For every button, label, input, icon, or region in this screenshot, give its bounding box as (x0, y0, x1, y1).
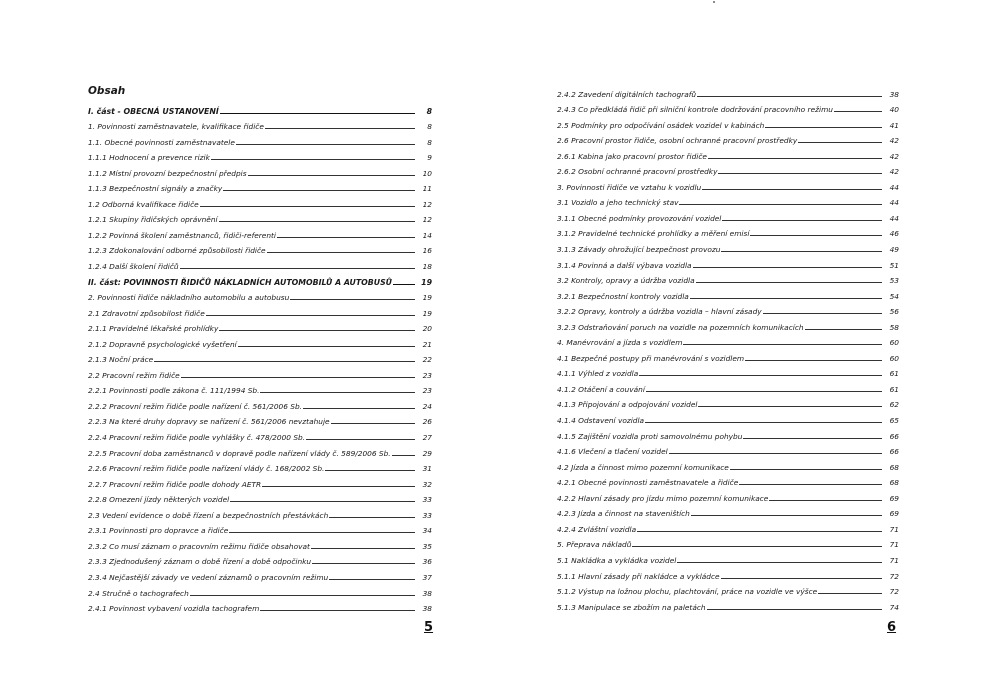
toc-leader-line (697, 96, 882, 97)
toc-entry-page: 42 (889, 136, 899, 146)
toc-leader-line (693, 267, 882, 268)
toc-entry-label: 2.2.4 Pracovní režim řidiče podle vyhlášky č. 478/2000 Sb. (88, 433, 306, 443)
toc-entry (88, 162, 432, 178)
toc-leader-line (260, 610, 415, 611)
toc-entry-label: 2.2.2 Pracovní režim řidiče podle nařízení č. 561/2006 Sb. (88, 401, 303, 411)
toc-leader-line (219, 221, 415, 222)
toc-leader-line (262, 486, 415, 487)
toc-entry-label: 5.1.1 Hlavní zásady při nakládce a vykládce (557, 571, 720, 581)
toc-leader-line (236, 144, 415, 145)
toc-entry (557, 394, 899, 410)
toc-entry-label: 1.1.2 Místní provozní bezpečnostní předpis (88, 168, 247, 178)
toc-entry (88, 582, 432, 598)
toc-entry-label: I. část - OBECNÁ USTANOVENÍ (88, 106, 219, 116)
toc-leader-line (329, 517, 415, 518)
toc-leader-line (303, 408, 415, 409)
toc-leader-line (646, 391, 882, 392)
toc-leader-line (707, 609, 882, 610)
toc-entry-label: 5.1.3 Manipulace se zbožím na paletách (557, 602, 706, 612)
toc-entry-label: 1.1.3 Bezpečnostní signály a značky (88, 184, 223, 194)
toc-entry-label: 4.2.1 Obecné povinnosti zaměstnavatele a řidiče (557, 478, 739, 488)
toc-entry (88, 364, 432, 380)
toc-entry (557, 130, 899, 146)
right-page (494, 0, 988, 700)
toc-leader-line (312, 563, 415, 564)
toc-leader-line (637, 531, 882, 532)
toc-entry-page: 53 (889, 276, 899, 286)
toc-entry-label: 3.1.1 Obecné podmínky provozování vozidel (557, 213, 722, 223)
toc-entry-label: 1.1. Obecné povinnosti zaměstnavatele (88, 137, 235, 147)
toc-entry-label: 5.1.2 Výstup na ložnou plochu, plachtování, práce na vozidle ve výšce (557, 587, 818, 597)
toc-leader-line (696, 282, 882, 283)
toc-entry-label: 3.1.2 Pravidelné technické prohlídky a měření emisí (557, 229, 750, 239)
toc-entry-label: 2.5 Podmínky pro odpočívání osádek vozidel v kabinách (557, 120, 765, 130)
toc-entry-page: 32 (422, 479, 432, 489)
toc-entry-page: 27 (422, 433, 432, 443)
toc-leader-line (290, 299, 415, 300)
toc-leader-line (230, 501, 415, 502)
toc-entry-label: 4.2.2 Hlavní zásady pro jízdu mimo pozemní komunikace (557, 493, 769, 503)
toc-entry-page: 42 (889, 167, 899, 177)
toc-entry-label: 2.2.8 Omezení jízdy některých vozidel (88, 495, 230, 505)
toc-entry (88, 287, 432, 303)
toc-entry (88, 147, 432, 163)
toc-entry (88, 566, 432, 582)
toc-entry-page: 49 (889, 245, 899, 255)
toc-entry (557, 316, 899, 332)
toc-entry (557, 145, 899, 161)
toc-entry (88, 426, 432, 442)
toc-entry-page: 21 (422, 339, 432, 349)
toc-leader-line (306, 439, 415, 440)
toc-leader-line (763, 313, 882, 314)
toc-entry-page: 61 (889, 384, 899, 394)
toc-entry (557, 176, 899, 192)
toc-entry-page: 42 (889, 151, 899, 161)
toc-entry-label: 4.1.5 Zajištění vozidla proti samovolnému pohybu (557, 431, 743, 441)
toc-entry (88, 458, 432, 474)
toc-entry-label: 4.1.4 Odstavení vozidla (557, 416, 645, 426)
toc-entry (88, 520, 432, 536)
toc-leader-line (219, 330, 415, 331)
toc-entry-label: 5.1 Nakládka a vykládka vozidel (557, 555, 677, 565)
toc-entry-label: 4.2.4 Zvláštní vozidla (557, 524, 637, 534)
toc-entry-label: 2.6.1 Kabina jako pracovní prostor řidiče (557, 151, 707, 161)
toc-leader-line (750, 235, 882, 236)
toc-entry (557, 270, 899, 286)
toc-entry-label: 3.1.4 Povinná a další výbava vozidla (557, 260, 692, 270)
toc-entry-page: 8 (427, 137, 432, 147)
toc-entry-page: 66 (889, 447, 899, 457)
toc-entry-page: 35 (422, 541, 432, 551)
toc-entry-label: 4.1.2 Otáčení a couvání (557, 384, 645, 394)
toc-entry (88, 131, 432, 147)
toc-leader-line (691, 515, 882, 516)
toc-entry (557, 238, 899, 254)
toc-entry (557, 596, 899, 612)
toc-entry-list (88, 100, 432, 613)
toc-leader-line (325, 470, 415, 471)
toc-entry-page: 69 (889, 493, 899, 503)
toc-entry-page: 69 (889, 509, 899, 519)
toc-leader-line (639, 375, 882, 376)
toc-entry-page: 29 (422, 448, 432, 458)
toc-entry (88, 473, 432, 489)
toc-entry-page: 54 (889, 291, 899, 301)
toc-entry-label: 2.2.5 Pracovní doba zaměstnanců v dopravě podle nařízení vlády č. 589/2006 Sb. (88, 448, 391, 458)
toc-entry-page: 72 (889, 571, 899, 581)
toc-entry-page: 71 (889, 555, 899, 565)
toc-entry (88, 380, 432, 396)
toc-leader-line (690, 298, 882, 299)
toc-entry-page: 36 (422, 557, 432, 567)
toc-leader-line (393, 284, 415, 285)
toc-entry-page: 41 (889, 120, 899, 130)
toc-entry (88, 535, 432, 551)
toc-leader-line (834, 111, 882, 112)
toc-leader-line (211, 159, 415, 160)
toc-entry-page: 22 (422, 355, 432, 365)
toc-leader-line (722, 220, 882, 221)
toc-entry (557, 114, 899, 130)
toc-entry (88, 193, 432, 209)
toc-entry-page: 65 (889, 416, 899, 426)
toc-entry-page: 74 (889, 602, 899, 612)
toc-leader-line (718, 173, 882, 174)
toc-entry (557, 565, 899, 581)
toc-entry-label: 2.4.1 Povinnost vybavení vozidla tachografem (88, 604, 260, 614)
toc-leader-line (739, 484, 882, 485)
toc-entry-page: 44 (889, 198, 899, 208)
toc-entry-label: 2.4.2 Zavedení digitálních tachografů (557, 89, 697, 99)
toc-entry-label: 4.1.1 Výhled z vozidla (557, 369, 639, 379)
toc-entry (88, 116, 432, 132)
toc-entry (557, 581, 899, 597)
toc-entry-label: 1.2.3 Zdokonalování odborné způsobilosti řidiče (88, 246, 266, 256)
toc-leader-line (277, 237, 415, 238)
toc-entry-label: II. část: POVINNOSTI ŘIDIČŮ NÁKLADNÍCH AUTOMOBILŮ A AUTOBUSŮ (88, 277, 393, 287)
toc-entry-label: 1. Povinnosti zaměstnavatele, kvalifikace řidiče (88, 122, 264, 132)
toc-leader-line (730, 469, 882, 470)
toc-leader-line (708, 158, 882, 159)
toc-leader-line (260, 392, 415, 393)
toc-entry (88, 395, 432, 411)
toc-entry-list (557, 83, 899, 612)
toc-entry-page: 23 (422, 386, 432, 396)
toc-entry (557, 332, 899, 348)
toc-entry-label: 2.3.2 Co musí záznam o pracovním režimu řidiče obsahovat (88, 541, 310, 551)
toc-entry (557, 472, 899, 488)
toc-leader-line (818, 593, 882, 594)
toc-entry-label: 2.6.2 Osobní ochranné pracovní prostředky (557, 167, 718, 177)
page-number: 6 (887, 620, 897, 635)
toc-entry-page: 8 (427, 122, 432, 132)
toc-entry (557, 503, 899, 519)
toc-entry-label: 2.3.4 Nejčastější závady ve vedení záznamů o pracovním režimu (88, 572, 329, 582)
toc-leader-line (331, 423, 415, 424)
toc-leader-line (200, 206, 415, 207)
toc-entry-page: 71 (889, 524, 899, 534)
toc-entry-page: 38 (889, 89, 899, 99)
toc-entry-page: 11 (422, 184, 432, 194)
toc-entry-label: 2.3.3 Zjednodušený záznam o době řízení a době odpočinku (88, 557, 312, 567)
toc-entry-label: 2.6 Pracovní prostor řidiče, osobní ochranné pracovní prostředky (557, 136, 798, 146)
toc-entry-label: 4.1.6 Vlečení a tlačení vozidel (557, 447, 668, 457)
toc-entry (88, 271, 432, 287)
toc-entry (557, 378, 899, 394)
toc-entry-label: 2.4 Stručně o tachografech (88, 588, 189, 598)
toc-entry (557, 456, 899, 472)
toc-entry-page: 14 (422, 230, 432, 240)
toc-entry (557, 207, 899, 223)
toc-entry-page: 44 (889, 213, 899, 223)
toc-leader-line (721, 578, 882, 579)
toc-leader-line (181, 377, 415, 378)
toc-leader-line (267, 252, 415, 253)
toc-leader-line (702, 189, 882, 190)
toc-entry (88, 489, 432, 505)
toc-entry (557, 83, 899, 99)
toc-entry (88, 209, 432, 225)
toc-entry (88, 504, 432, 520)
toc-leader-line (392, 455, 415, 456)
toc-entry-label: 2.1.1 Pravidelné lékařské prohlídky (88, 324, 219, 334)
toc-entry-label: 2.2.1 Povinnosti podle zákona č. 111/1994 Sb. (88, 386, 260, 396)
toc-entry-page: 19 (421, 277, 432, 287)
toc-entry (557, 192, 899, 208)
table-of-contents (88, 84, 432, 613)
toc-entry-label: 1.2.1 Skupiny řidičských oprávnění (88, 215, 218, 225)
toc-entry-label: 3.1 Vozidlo a jeho technický stav (557, 198, 679, 208)
toc-entry-label: 1.2.2 Povinná školení zaměstnanců, řidiči-referenti (88, 230, 276, 240)
toc-entry-page: 9 (427, 153, 432, 163)
toc-entry (88, 255, 432, 271)
toc-leader-line (265, 128, 415, 129)
toc-leader-line (679, 204, 882, 205)
toc-entry-page: 26 (422, 417, 432, 427)
toc-entry-label: 3.1.3 Závady ohrožující bezpečnost provozu (557, 245, 721, 255)
toc-entry-page: 72 (889, 587, 899, 597)
toc-entry-page: 61 (889, 369, 899, 379)
toc-entry-page: 19 (422, 308, 432, 318)
toc-entry (557, 425, 899, 441)
toc-entry (557, 363, 899, 379)
toc-entry-label: 3. Povinnosti řidiče ve vztahu k vozidlu (557, 182, 702, 192)
toc-entry-page: 68 (889, 462, 899, 472)
toc-entry-page: 24 (422, 401, 432, 411)
toc-entry (557, 441, 899, 457)
toc-entry-label: 2. Povinnosti řidiče nákladního automobilu a autobusu (88, 293, 290, 303)
toc-leader-line (154, 361, 415, 362)
toc-entry-page: 12 (422, 215, 432, 225)
toc-heading: Obsah (88, 85, 126, 97)
toc-entry (557, 534, 899, 550)
toc-leader-line (769, 500, 882, 501)
toc-leader-line (223, 190, 415, 191)
toc-entry-label: 2.3 Vedení evidence o době řízení a bezpečnostních přestávkách (88, 510, 329, 520)
toc-entry-label: 2.3.1 Povinnosti pro dopravce a řidiče (88, 526, 229, 536)
toc-leader-line (683, 344, 882, 345)
toc-entry (557, 301, 899, 317)
toc-entry-label: 4. Manévrování a jízda s vozidlem (557, 338, 683, 348)
toc-leader-line (329, 579, 415, 580)
toc-leader-line (745, 360, 882, 361)
toc-entry-label: 1.1.1 Hodnocení a prevence rizik (88, 153, 210, 163)
toc-entry (88, 551, 432, 567)
toc-entry (557, 549, 899, 565)
toc-leader-line (765, 127, 882, 128)
toc-entry-page: 56 (889, 307, 899, 317)
toc-entry-label: 4.2 Jízda a činnost mimo pozemní komunikace (557, 462, 729, 472)
toc-leader-line (311, 548, 415, 549)
toc-leader-line (220, 113, 415, 114)
toc-entry (88, 240, 432, 256)
toc-entry (88, 302, 432, 318)
toc-entry-page: 68 (889, 478, 899, 488)
toc-entry (557, 487, 899, 503)
toc-entry-label: 2.1 Zdravotní způsobilost řidiče (88, 308, 205, 318)
toc-entry-page: 23 (422, 370, 432, 380)
toc-entry-label: 2.1.3 Noční práce (88, 355, 154, 365)
toc-entry (88, 333, 432, 349)
toc-entry-page: 33 (422, 495, 432, 505)
toc-entry-label: 2.4.3 Co předkládá řidič při silniční kontrole dodržování pracovního režimu (557, 105, 833, 115)
toc-entry-page: 38 (422, 604, 432, 614)
toc-leader-line (805, 329, 882, 330)
toc-entry-page: 31 (422, 464, 432, 474)
toc-entry-page: 62 (889, 400, 899, 410)
toc-entry-page: 38 (422, 588, 432, 598)
toc-entry-page: 40 (889, 105, 899, 115)
scan-speck (713, 1, 715, 3)
toc-entry-page: 51 (889, 260, 899, 270)
toc-leader-line (238, 346, 415, 347)
toc-entry-label: 1.2.4 Další školení řidičů (88, 262, 179, 272)
toc-entry-page: 18 (422, 262, 432, 272)
toc-entry-page: 10 (422, 168, 432, 178)
toc-leader-line (721, 251, 882, 252)
toc-entry-label: 2.2.7 Pracovní režim řidiče podle dohody AETR (88, 479, 262, 489)
toc-entry-label: 2.1.2 Dopravně psychologické vyšetření (88, 339, 237, 349)
toc-entry (557, 347, 899, 363)
toc-entry-page: 34 (422, 526, 432, 536)
toc-entry-label: 3.2.1 Bezpečnostní kontroly vozidla (557, 291, 689, 301)
toc-entry-page: 60 (889, 353, 899, 363)
toc-entry-label: 3.2.3 Odstraňování poruch na vozidle na pozemních komunikacích (557, 322, 804, 332)
toc-leader-line (180, 268, 415, 269)
toc-entry (557, 254, 899, 270)
toc-entry-page: 58 (889, 322, 899, 332)
toc-entry-page: 46 (889, 229, 899, 239)
toc-entry (88, 100, 432, 116)
toc-entry-page: 33 (422, 510, 432, 520)
toc-entry-label: 2.2.6 Pracovní režim řidiče podle nařízení vlády č. 168/2002 Sb. (88, 464, 325, 474)
toc-entry (88, 411, 432, 427)
toc-entry-label: 3.2.2 Opravy, kontroly a údržba vozidla – hlavní zásady (557, 307, 762, 317)
toc-entry (88, 178, 432, 194)
toc-entry (557, 285, 899, 301)
toc-entry (88, 318, 432, 334)
toc-entry (557, 409, 899, 425)
toc-entry-page: 37 (422, 572, 432, 582)
toc-entry-label: 4.1.3 Připojování a odpojování vozidel (557, 400, 698, 410)
toc-leader-line (669, 453, 882, 454)
toc-entry-label: 1.2 Odborná kvalifikace řidiče (88, 199, 199, 209)
toc-entry-page: 16 (422, 246, 432, 256)
toc-entry-page: 71 (889, 540, 899, 550)
toc-leader-line (632, 546, 882, 547)
toc-entry-label: 4.2.3 Jízda a činnost na staveništích (557, 509, 690, 519)
toc-entry-page: 12 (422, 199, 432, 209)
toc-entry (88, 224, 432, 240)
toc-leader-line (229, 532, 415, 533)
toc-entry-page: 8 (426, 106, 432, 116)
toc-entry (557, 223, 899, 239)
toc-entry-page: 19 (422, 293, 432, 303)
toc-leader-line (645, 422, 882, 423)
toc-entry-label: 4.1 Bezpečné postupy při manévrování s vozidlem (557, 353, 745, 363)
toc-entry-page: 44 (889, 182, 899, 192)
toc-entry (88, 442, 432, 458)
toc-entry (88, 598, 432, 614)
toc-entry-page: 20 (422, 324, 432, 334)
toc-entry (557, 99, 899, 115)
toc-entry (557, 161, 899, 177)
toc-entry (88, 349, 432, 365)
toc-entry-page: 60 (889, 338, 899, 348)
toc-leader-line (698, 406, 882, 407)
toc-leader-line (677, 562, 882, 563)
toc-entry (557, 518, 899, 534)
toc-leader-line (743, 438, 882, 439)
toc-entry-label: 3.2 Kontroly, opravy a údržba vozidla (557, 276, 695, 286)
toc-entry-page: 66 (889, 431, 899, 441)
toc-entry-label: 5. Přeprava nákladů (557, 540, 632, 550)
toc-leader-line (248, 175, 415, 176)
toc-leader-line (190, 595, 415, 596)
toc-leader-line (798, 142, 882, 143)
table-of-contents-continued (557, 83, 899, 612)
toc-leader-line (206, 315, 415, 316)
page-number: 5 (424, 620, 434, 635)
toc-entry-label: 2.2.3 Na které druhy dopravy se nařízení č. 561/2006 nevztahuje (88, 417, 330, 427)
toc-entry-label: 2.2 Pracovní režim řidiče (88, 370, 180, 380)
